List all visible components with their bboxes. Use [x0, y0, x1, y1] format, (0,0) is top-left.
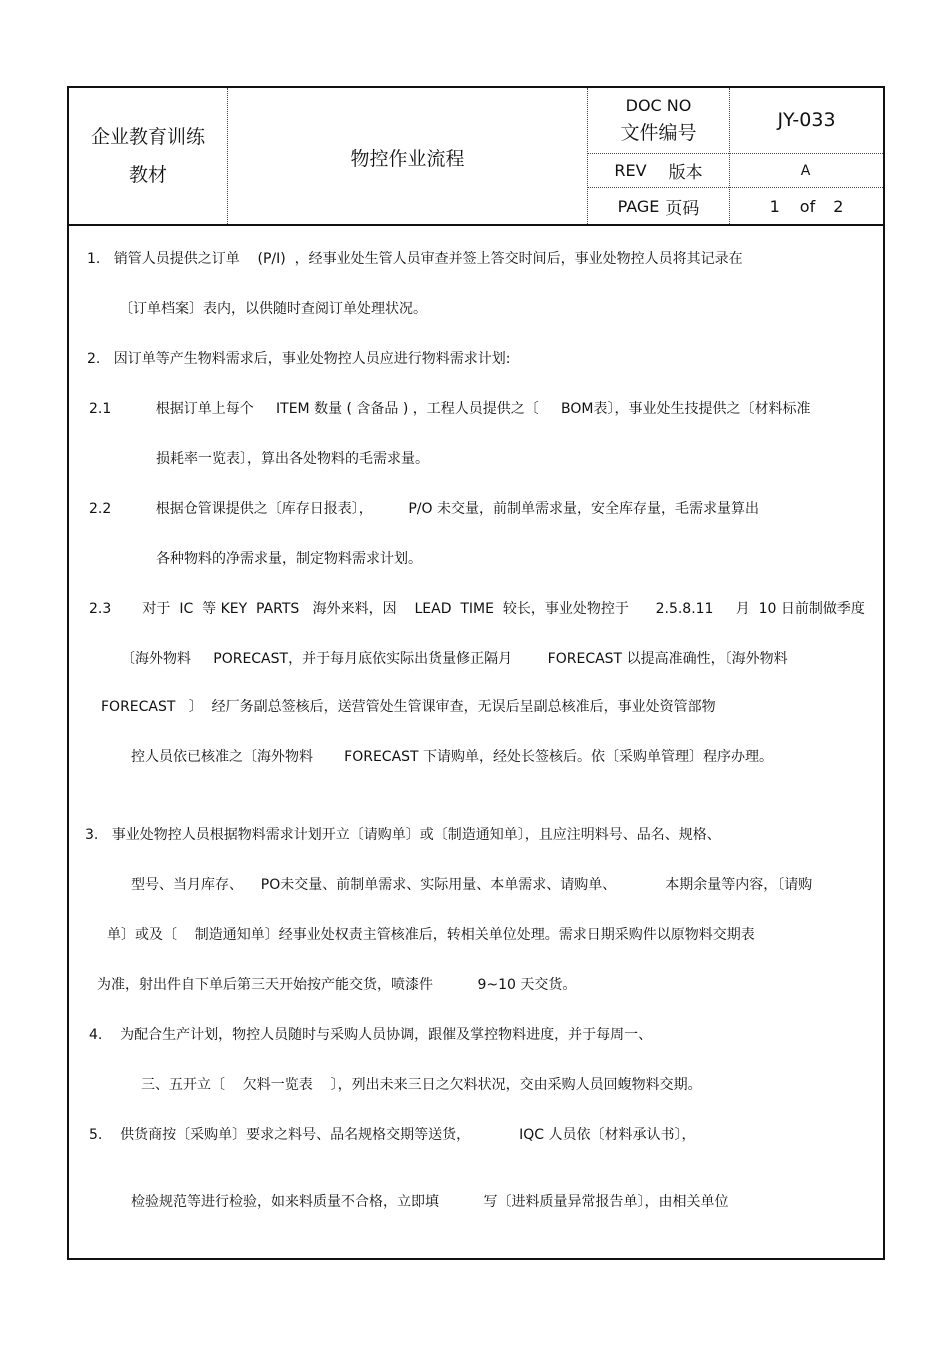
body-line: 2. 因订单等产生物料需求后，事业处物控人员应进行物料需求计划:	[87, 351, 511, 367]
rev-value: A	[800, 162, 811, 179]
body-line: 检验规范等进行检验，如来料质量不合格，立即填 写〔进料质量异常报告单〕，由相关单位	[131, 1194, 729, 1210]
page-label-cell	[588, 188, 729, 224]
body-line: 4. 为配合生产计划，物控人员随时与采购人员协调，跟催及掌控物料进度，并于每周一、	[89, 1027, 653, 1043]
doc-no-value-cell	[730, 88, 883, 153]
title-cell	[228, 88, 587, 224]
org-line-2: 教材	[128, 164, 167, 186]
body-line: 三、五开立〔 欠料一览表 〕，列出未来三日之欠料状况，交由采购人员回蝮物料交期。	[141, 1077, 702, 1093]
rev-label-en: REV	[614, 161, 647, 180]
body-line: 单〕或及〔 制造通知单〕经事业处权责主管核准后，转相关单位处理。需求日期采购件以原物料交期表	[107, 927, 755, 943]
body-line: 〔订单档案〕表内，以供随时查阅订单处理状况。	[119, 301, 427, 317]
page-current: 1	[769, 196, 780, 216]
page-label-en: PAGE	[617, 196, 660, 216]
body-line: FORECAST 〕 经厂务副总签核后，送营管处生管课审查，无误后呈副总核准后，事业处资管部物	[101, 699, 716, 715]
body-line: 型号、当月库存、 PO未交量、前制单需求、实际用量、本单需求、请购单、 本期余量等内容，〔请购	[131, 877, 813, 893]
document-header	[69, 88, 883, 226]
page-of: of	[799, 196, 816, 216]
org-cell	[69, 88, 227, 224]
page-value-cell	[730, 188, 883, 224]
page-label-zh: 页码	[665, 198, 700, 219]
body-line: 2.1 根据订单上每个 ITEM 数量 ( 含备品 ) ，工程人员提供之〔 BOM表〕，事业处生技提供之〔材料标准	[89, 401, 811, 417]
rev-label-zh: 版本	[668, 163, 703, 183]
org-line-1: 企业教育训练	[90, 126, 205, 148]
body-line: 控人员依已核准之〔海外物料 FORECAST 下请购单，经处长签核后。依〔采购单管理〕程序办理。	[131, 749, 774, 765]
body-line: 2.2 根据仓管课提供之〔库存日报表〕， P/O 未交量，前制单需求量，安全库存量，毛需求量算出	[89, 501, 759, 517]
doc-no-label-en: DOC NO	[625, 95, 692, 115]
doc-no-value: JY-033	[777, 108, 836, 131]
body-line: 损耗率一览表〕，算出各处物料的毛需求量。	[156, 451, 429, 467]
body-line: 为准，射出件自下单后第三天开始按产能交货，喷漆件 9~10 天交货。	[97, 977, 577, 993]
body-line: 3. 事业处物控人员根据物料需求计划开立〔请购单〕或〔制造通知单〕，且应注明料号、品名、规格、	[85, 827, 721, 843]
page-total: 2	[833, 196, 844, 216]
rev-label-cell	[588, 154, 729, 187]
rev-value-cell	[730, 154, 883, 187]
body-line: 5. 供货商按〔采购单〕要求之料号、品名规格交期等送货， IQC 人员依〔材料承认书〕，	[89, 1127, 696, 1143]
document-frame	[67, 86, 885, 1260]
body-line: 1. 销管人员提供之订单 (P/I) ，经事业处生管人员审查并签上答交时间后，事业处物控人员将其记录在	[87, 251, 743, 267]
body-line: 2.3 对于 IC 等 KEY PARTS 海外来料，因 LEAD TIME 较长，事业处物控于 2.5.8.11 月 10 日前制做季度	[89, 601, 865, 617]
doc-no-label-zh: 文件编号	[620, 121, 697, 144]
body-line: 〔海外物料 PORECAST，并于每月底依实际出货量修正隔月 FORECAST 以提高准确性，〔海外物料	[121, 651, 788, 667]
body-line: 各种物料的净需求量，制定物料需求计划。	[156, 551, 422, 567]
document-title: 物控作业流程	[350, 147, 465, 170]
doc-no-label-cell	[588, 88, 729, 153]
